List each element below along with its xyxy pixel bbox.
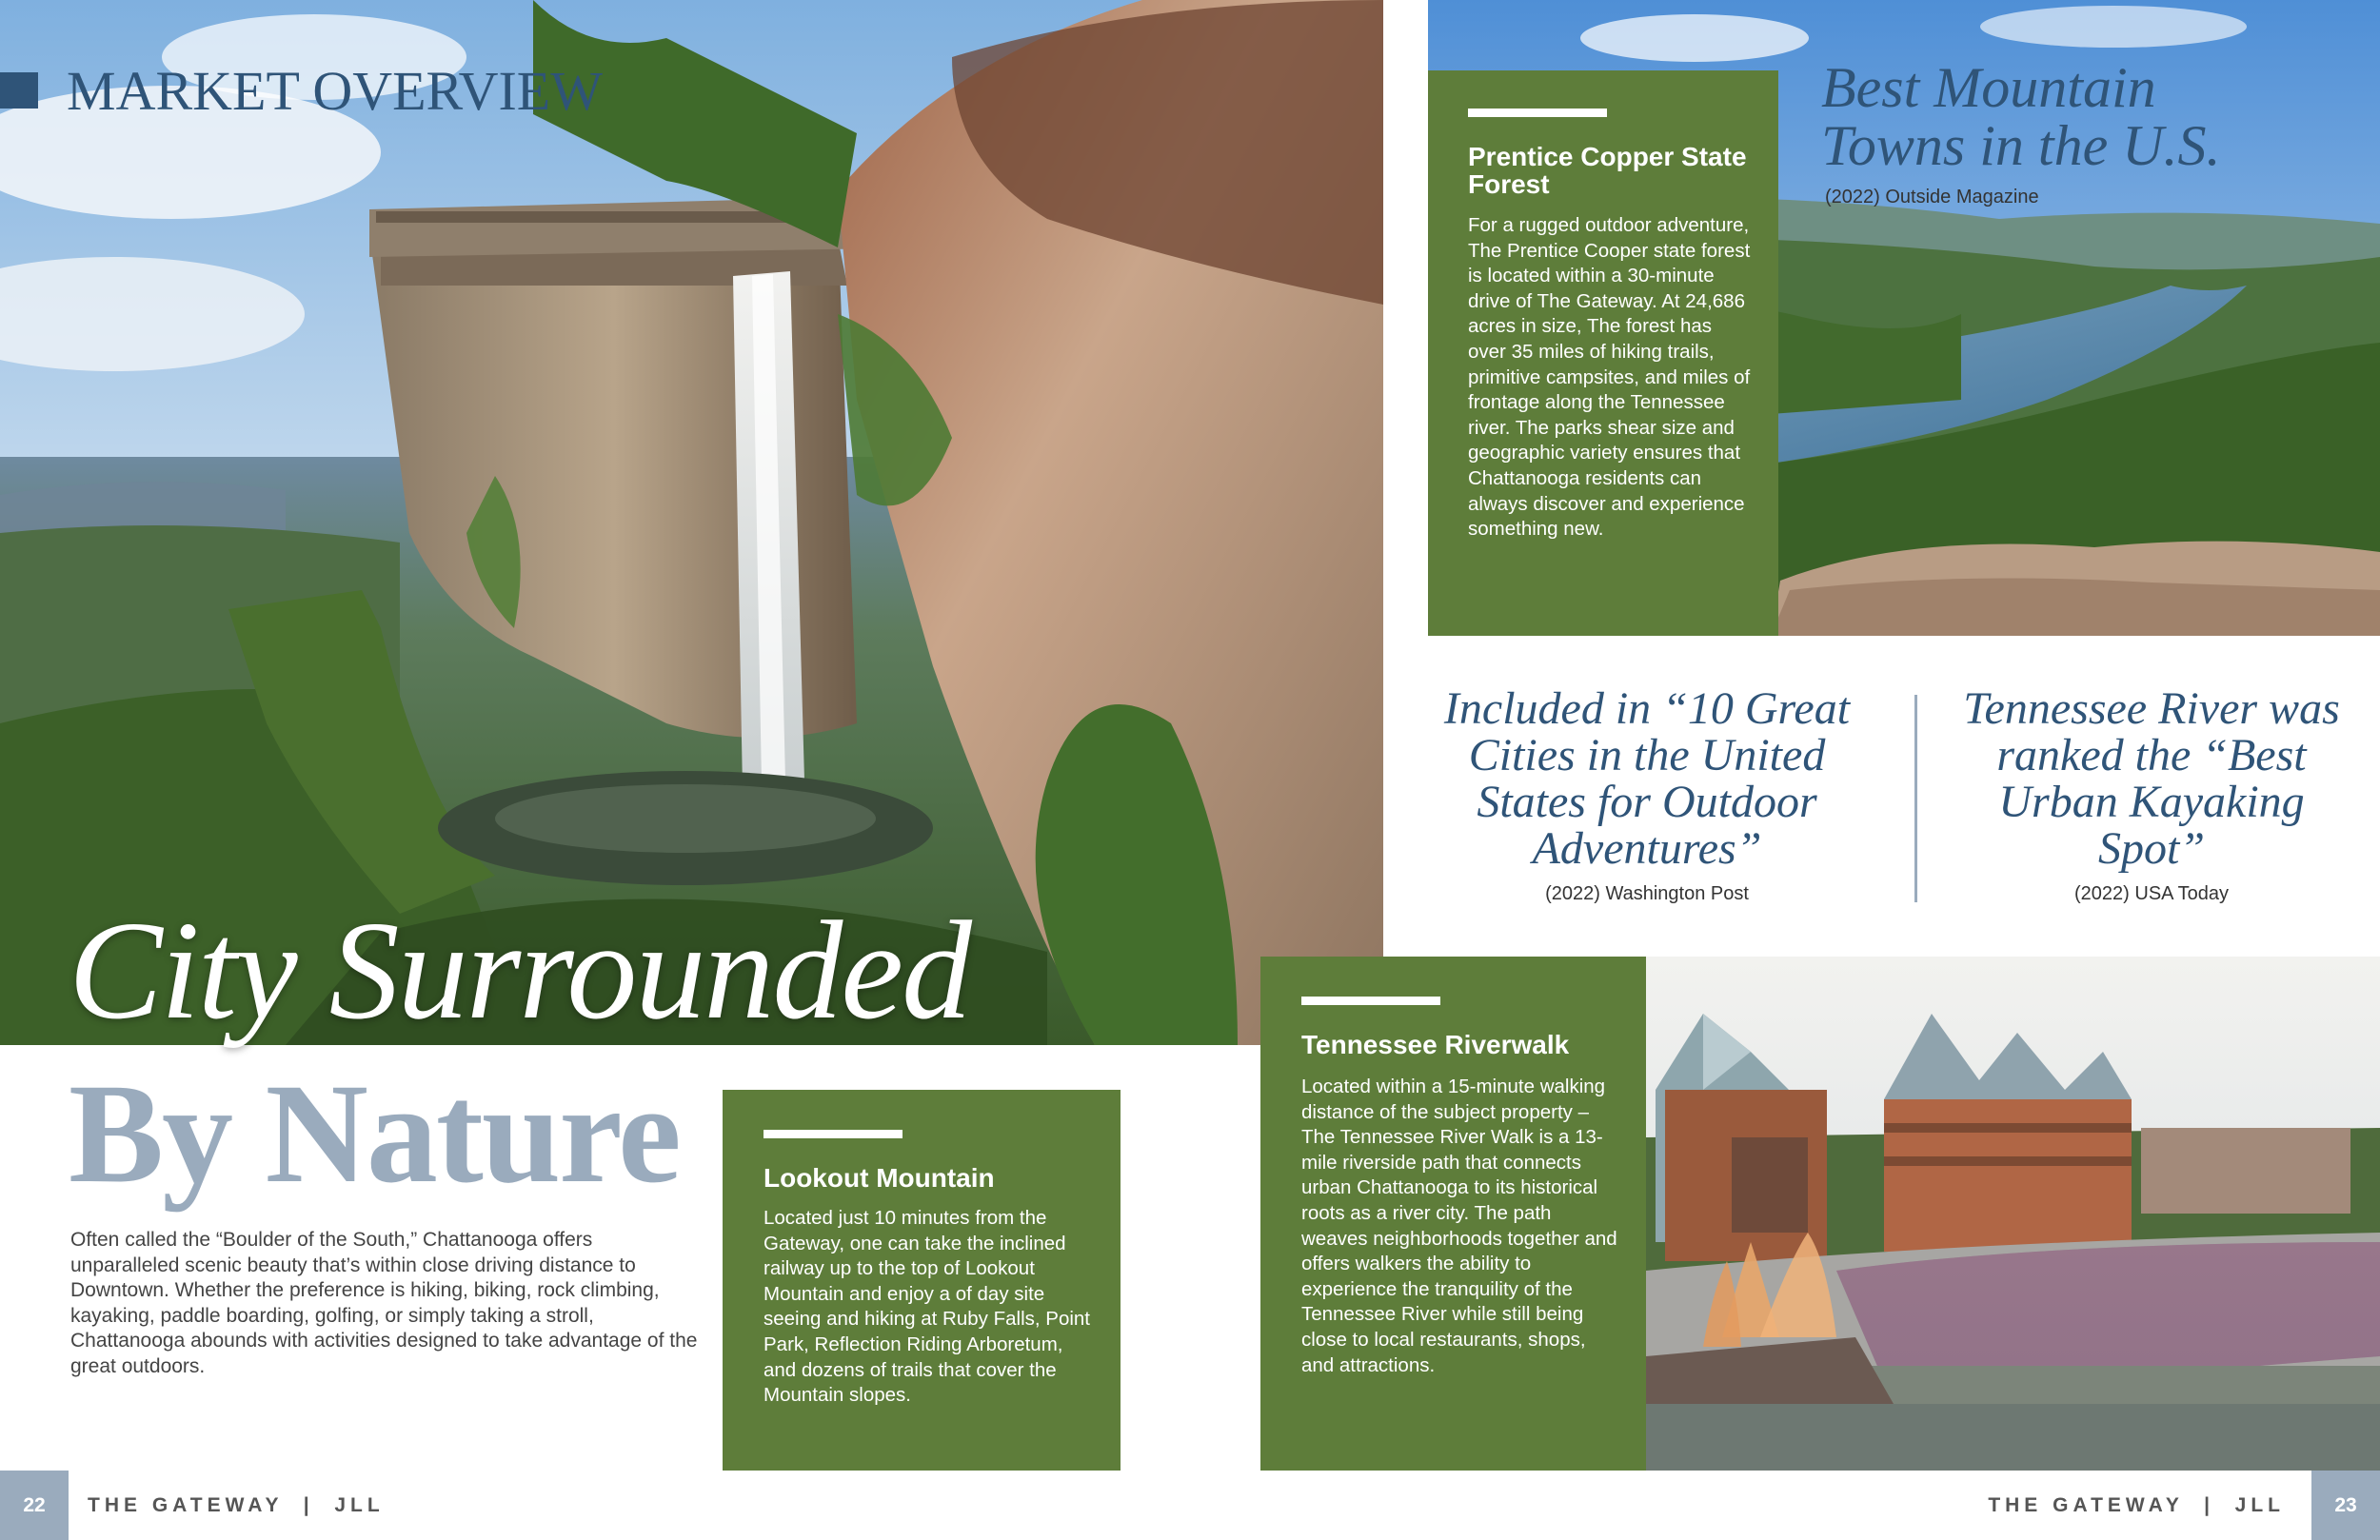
section-title: MARKET OVERVIEW (67, 60, 603, 122)
lookout-mountain-card (723, 1090, 1121, 1471)
card-rule (1301, 997, 1440, 1005)
page-number-left: 22 (0, 1471, 69, 1540)
headline-line-2: By Nature (69, 1055, 680, 1213)
section-marker (0, 72, 38, 109)
best-mountain-towns-title (1821, 56, 2259, 177)
prentice-cooper-card (1428, 70, 1778, 636)
card-rule (764, 1130, 902, 1138)
aquarium-illustration (1646, 957, 2380, 1471)
prentice-body: For a rugged outdoor adventure, The Prentice Cooper state forest is located within a 30-minute drive of The Gateway. At 24,686 acres in size, The forest has over 35 miles of hiking trails, primitive campsites, and miles of frontage along the Tennessee river. The parks shear size and geographic variety ensures that Chattanooga residents can always discover and experience something new. (1468, 214, 1751, 541)
best-mountain-towns-source: (2022) Outside Magazine (1825, 187, 2039, 207)
riverwalk-card (1260, 957, 1646, 1471)
footer-label-left: THE GATEWAY | JLL (88, 1494, 385, 1516)
best-mountain-towns-text: Best Mountain Towns in the U.S. (1821, 56, 2221, 177)
intro-paragraph: Often called the “Boulder of the South,” Chattanooga offers unparalleled scenic beauty that’s within close driving distance to Downtown. Whether the preference is hiking, biking, rock climbing, kayaking, paddle boarding, golfing, or simply taking a stroll, Chattanooga abounds with activities designed to take advantage of the great outdoors. (70, 1229, 698, 1377)
lookout-body: Located just 10 minutes from the Gateway, one can take the inclined railway up to the top of Lookout Mountain and enjoy a of day site seeing and hiking at Ruby Falls, Point Park, Reflection Riding Arboretum, and dozens of trails that cover the Mountain slopes. (764, 1207, 1091, 1407)
riverwalk-title: Tennessee Riverwalk (1301, 1030, 1570, 1059)
accolade-kayaking-source: (2022) USA Today (2074, 883, 2229, 904)
lookout-title: Lookout Mountain (764, 1163, 995, 1193)
accolade-kayaking: Tennessee River was ranked the “Best Urban Kayaking Spot” (1963, 683, 2340, 874)
card-rule (1468, 109, 1607, 117)
accolade-outdoor-cities: Included in “10 Great Cities in the United States for Outdoor Adventures” (1443, 683, 1851, 874)
waterfall-photo (0, 0, 1383, 1045)
prentice-title: Prentice Copper State Forest (1468, 142, 1747, 199)
riverwalk-body: Located within a 15-minute walking distance of the subject property – The Tennessee River Walk is a 13-mile riverside path that connects urban Chattanooga to its historical roots as a river city. The path weaves neighborhoods together and offers walkers the ability to experience the tranquility of the Tennessee River while still being close to local restaurants, shops, and attractions. (1301, 1076, 1617, 1376)
accolade-divider (1914, 695, 1917, 902)
footer-label-right: THE GATEWAY | JLL (1988, 1494, 2285, 1516)
waterfall-illustration (0, 0, 1383, 1045)
page-number-right: 23 (2311, 1471, 2380, 1540)
accolade-outdoor-cities-source: (2022) Washington Post (1545, 883, 1749, 904)
riverwalk-aquarium-photo (1646, 957, 2380, 1471)
headline-line-1: City Surrounded (69, 893, 971, 1049)
